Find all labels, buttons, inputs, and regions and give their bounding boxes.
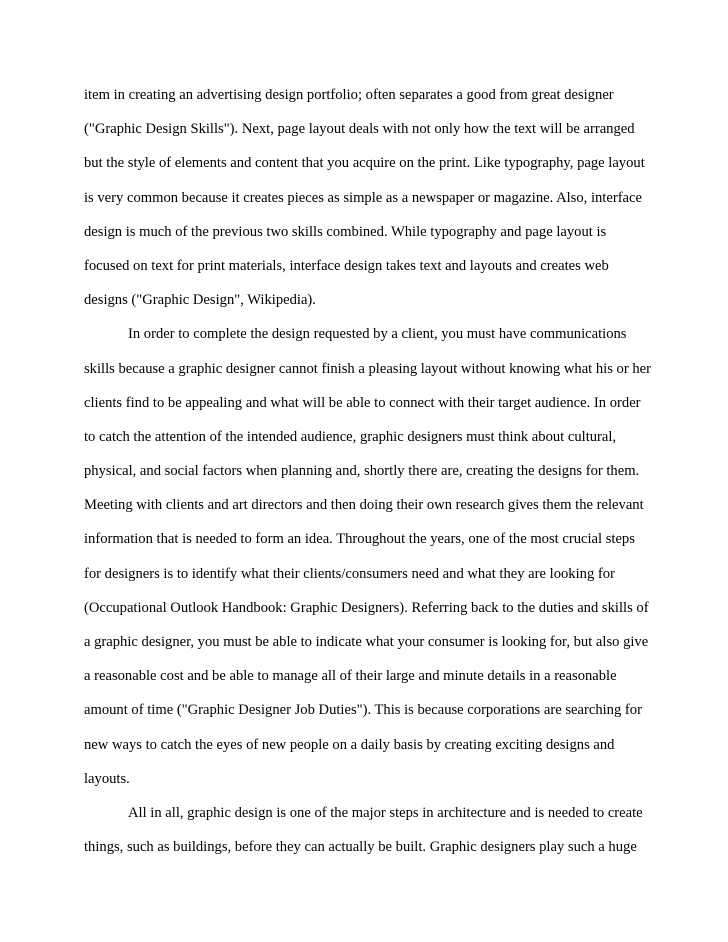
text-line: to catch the attention of the intended audience, graphic designers must think about cultural,: [84, 428, 617, 445]
text-line: layouts.: [84, 770, 130, 787]
text-line: ("Graphic Design Skills"). Next, page layout deals with not only how the text will be arranged: [84, 121, 635, 138]
text-line: clients find to be appealing and what will be able to connect with their target audience. In order: [84, 394, 641, 411]
text-line: (Occupational Outlook Handbook: Graphic Designers). Referring back to the duties and skills of: [84, 599, 649, 616]
paragraph-first-line: All in all, graphic design is one of the major steps in architecture and is needed to create: [128, 804, 643, 821]
text-line: for designers is to identify what their clients/consumers need and what they are looking for: [84, 565, 615, 582]
text-line: designs ("Graphic Design", Wikipedia).: [84, 292, 316, 309]
text-line: design is much of the previous two skills combined. While typography and page layout is: [84, 223, 607, 240]
text-line: Meeting with clients and art directors and then doing their own research gives them the relevant: [84, 497, 644, 514]
text-line: a reasonable cost and be able to manage all of their large and minute details in a reasonable: [84, 668, 617, 685]
text-line: things, such as buildings, before they can actually be built. Graphic designers play such a huge: [84, 839, 637, 856]
text-line: is very common because it creates pieces as simple as a newspaper or magazine. Also, interface: [84, 189, 642, 206]
body-text: [84, 83, 664, 869]
text-line: skills because a graphic designer cannot finish a pleasing layout without knowing what his or her: [84, 360, 651, 377]
text-line: physical, and social factors when planning and, shortly there are, creating the designs for them.: [84, 463, 640, 480]
text-line: amount of time ("Graphic Designer Job Duties"). This is because corporations are searching for: [84, 702, 642, 719]
text-line: new ways to catch the eyes of new people on a daily basis by creating exciting designs and: [84, 736, 615, 753]
text-line: a graphic designer, you must be able to indicate what your consumer is looking for, but also give: [84, 634, 649, 650]
text-line: but the style of elements and content that you acquire on the print. Like typography, page layout: [84, 155, 645, 172]
text-line: focused on text for print materials, interface design takes text and layouts and creates web: [84, 257, 609, 274]
text-line: item in creating an advertising design portfolio; often separates a good from great designer: [84, 87, 614, 103]
paragraph-first-line: In order to complete the design requested by a client, you must have communications: [128, 326, 627, 343]
text-line: information that is needed to form an idea. Throughout the years, one of the most crucial steps: [84, 531, 635, 548]
